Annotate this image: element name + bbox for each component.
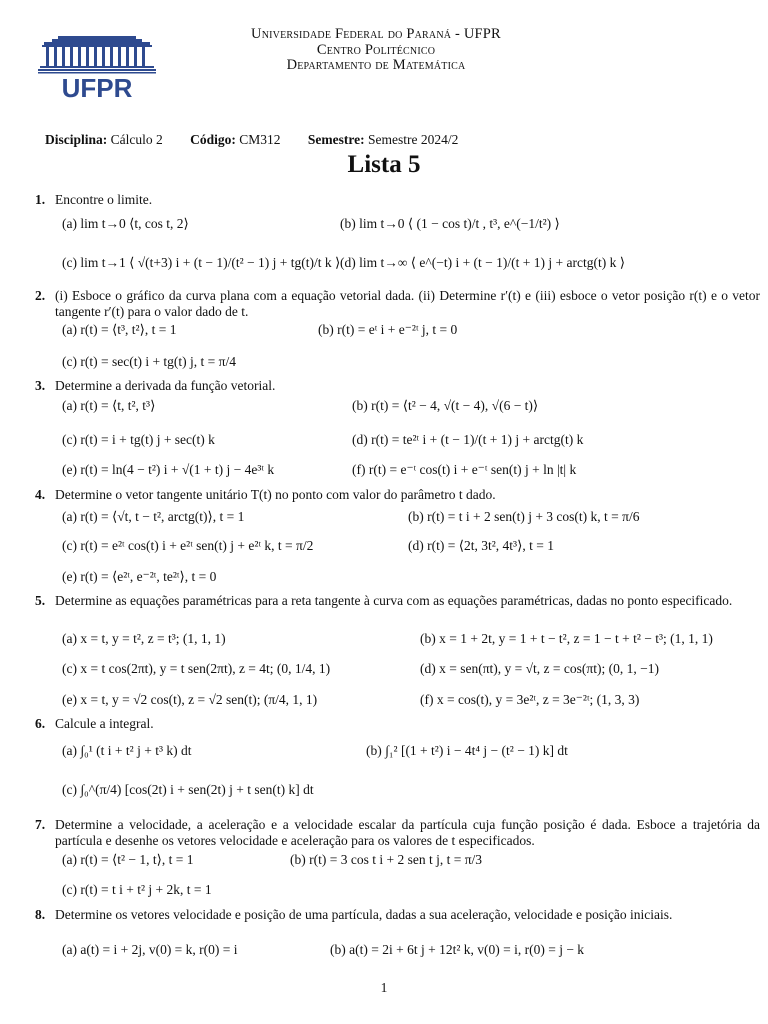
question-1: [35, 192, 152, 208]
institution-header: [160, 27, 592, 74]
question-6-item: (b) ∫₁² [(1 + t²) i − 4t⁴ j − (t² − 1) k] dt: [366, 743, 568, 758]
question-3-item: (a) r(t) = ⟨t, t², t³⟩: [62, 398, 156, 413]
question-4-item: (b) r(t) = t i + 2 sen(t) j + 3 cos(t) k, t = π/6: [408, 509, 640, 524]
question-3-item: (f) r(t) = e⁻ᵗ cos(t) i + e⁻ᵗ sen(t) j + ln |t| k: [352, 462, 577, 477]
course-info: [45, 132, 458, 148]
question-6-item: (a) ∫₀¹ (t i + t² j + t³ k) dt: [62, 743, 192, 758]
question-7-item: (b) r(t) = 3 cos t i + 2 sen t j, t = π/3: [290, 852, 483, 867]
question-number: 4.: [35, 487, 46, 502]
question-5-item: (e) x = t, y = √2 cos(t), z = √2 sen(t); (π/4, 1, 1): [62, 692, 318, 707]
question-4-item: (c) r(t) = e²ᵗ cos(t) i + e²ᵗ sen(t) j + e²ᵗ k, t = π/2: [62, 538, 314, 553]
question-2-item: (c) r(t) = sec(t) i + tg(t) j, t = π/4: [62, 354, 236, 369]
disciplina-label: Disciplina:: [45, 132, 108, 147]
question-8-item: (a) a(t) = i + 2j, v(0) = k, r(0) = i: [62, 942, 238, 957]
question-8-item: (b) a(t) = 2i + 6t j + 12t² k, v(0) = i, r(0) = j − k: [330, 942, 585, 957]
center-name: Centro Politécnico: [316, 41, 436, 58]
question-3-item: (e) r(t) = ln(4 − t²) i + √(1 + t) j − 4e³ᵗ k: [62, 462, 275, 477]
question-5: [35, 593, 55, 609]
logo-text: UFPR: [61, 73, 133, 100]
question-4: [35, 487, 496, 503]
codigo-label: Código:: [190, 132, 236, 147]
question-number: 2.: [35, 288, 46, 303]
question-3: [35, 378, 275, 394]
question-text: Determine o vetor tangente unitário T(t) no ponto com valor do parâmetro t dado.: [55, 487, 496, 502]
question-text: (i) Esboce o gráfico da curva plana com a equação vetorial dada. (ii) Determine r′(t) e (iii) esboce o vetor posição r(t) e o vetor tangente r′(t) para o valor dado de t.: [55, 288, 760, 319]
question-1-item: (b) lim t→0 ⟨ (1 − cos t)/t , t³, e^(−1/t²) ⟩: [340, 216, 560, 231]
question-number: 8.: [35, 907, 46, 922]
question-text: Determine a derivada da função vetorial.: [55, 378, 276, 393]
page-number: 1: [380, 980, 388, 995]
page-title: Lista 5: [347, 151, 421, 178]
question-5-item: (f) x = cos(t), y = 3e²ᵗ, z = 3e⁻²ᵗ; (1, 3, 3): [420, 692, 640, 707]
question-number: 3.: [35, 378, 46, 393]
question-1-item: (a) lim t→0 ⟨t, cos t, 2⟩: [62, 216, 189, 231]
question-2-item: (b) r(t) = eᵗ i + e⁻²ᵗ j, t = 0: [318, 322, 458, 337]
question-text: Encontre o limite.: [55, 192, 153, 207]
question-4-item: (e) r(t) = ⟨e²ᵗ, e⁻²ᵗ, te²ᵗ⟩, t = 0: [62, 569, 217, 584]
question-5-item: (b) x = 1 + 2t, y = 1 + t − t², z = 1 − t + t² − t³; (1, 1, 1): [420, 631, 713, 646]
question-2-item: (a) r(t) = ⟨t³, t²⟩, t = 1: [62, 322, 177, 337]
question-4-item: (d) r(t) = ⟨2t, 3t², 4t³⟩, t = 1: [408, 538, 554, 553]
question-5-item: (a) x = t, y = t², z = t³; (1, 1, 1): [62, 631, 226, 646]
question-8: [35, 907, 55, 923]
question-3-item: (c) r(t) = i + tg(t) j + sec(t) k: [62, 432, 215, 447]
question-text: Determine a velocidade, a aceleração e a velocidade escalar da partícula cuja função posição é dada. Esboce a trajetória da partícula e desenhe os vetores velocidade e aceleração para os valores de t especificados.: [55, 817, 760, 848]
question-3-item: (d) r(t) = te²ᵗ i + (t − 1)/(t + 1) j + arctg(t) k: [352, 432, 584, 447]
question-1-item: (c) lim t→1 ⟨ √(t+3) i + (t − 1)/(t² − 1) j + tg(t)/t k ⟩: [62, 255, 341, 270]
question-7: [35, 817, 55, 833]
question-text: Determine os vetores velocidade e posição de uma partícula, dadas a sua aceleração, velocidade e posição iniciais.: [55, 907, 673, 922]
question-number: 6.: [35, 716, 46, 731]
question-7-item: (c) r(t) = t i + t² j + 2k, t = 1: [62, 882, 212, 897]
question-6: [35, 716, 154, 732]
question-6-item: (c) ∫₀^(π/4) [cos(2t) i + sen(2t) j + t sen(t) k] dt: [62, 782, 314, 797]
question-text: Calcule a integral.: [55, 716, 154, 731]
question-5-item: (d) x = sen(πt), y = √t, z = cos(πt); (0, 1, −1): [420, 661, 659, 676]
department-name: Departamento de Matemática: [286, 57, 466, 73]
question-text: Determine as equações paramétricas para a reta tangente à curva com as equações paramétricas, dadas no ponto especificado.: [55, 593, 733, 608]
question-2: [35, 288, 55, 304]
question-1-item: (d) lim t→∞ ⟨ e^(−t) i + (t − 1)/(t + 1) j + arctg(t) k ⟩: [340, 255, 625, 270]
question-5-item: (c) x = t cos(2πt), y = t sen(2πt), z = 4t; (0, 1/4, 1): [62, 661, 331, 676]
question-3-item: (b) r(t) = ⟨t² − 4, √(t − 4), √(6 − t)⟩: [352, 398, 539, 413]
question-7-item: (a) r(t) = ⟨t² − 1, t⟩, t = 1: [62, 852, 194, 867]
disciplina-value: Cálculo 2: [110, 132, 163, 147]
codigo-value: CM312: [239, 132, 281, 147]
semestre-label: Semestre:: [307, 132, 365, 147]
semestre-value: Semestre 2024/2: [368, 132, 459, 147]
question-number: 7.: [35, 817, 46, 832]
question-number: 5.: [35, 593, 46, 608]
question-4-item: (a) r(t) = ⟨√t, t − t², arctg(t)⟩, t = 1: [62, 509, 245, 524]
university-name: Universidade Federal do Paraná - UFPR: [251, 26, 501, 42]
ufpr-logo: [38, 30, 156, 100]
question-number: 1.: [35, 192, 46, 207]
